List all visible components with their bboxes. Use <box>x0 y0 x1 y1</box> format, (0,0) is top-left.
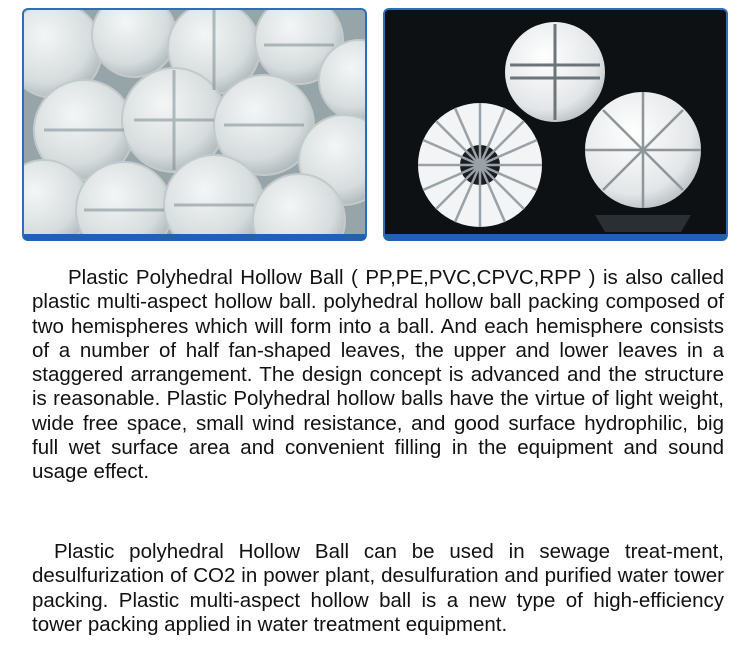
description-paragraph-2: Plastic polyhedral Hollow Ball can be used in sewage treat-ment, desulfurization of CO2 in power plant, desulfuration and purified water tower packing. Plastic multi-aspect hollow ball is a new type of high-efficiency tower packing applied in water treatment equipment. <box>32 540 724 636</box>
product-photo-closeup <box>383 8 728 241</box>
description-paragraph-1: Plastic Polyhedral Hollow Ball ( PP,PE,PVC,CPVC,RPP ) is also called plastic multi-aspect hollow ball. polyhedral hollow ball packing composed of two hemispheres which will form into a ball. And each hemisphere consists of a number of half fan-shaped leaves, the upper and lower leaves in a staggered arrangement. The design concept is advanced and the structure is reasonable. Plastic Polyhedral hollow balls have the virtue of light weight, wide free space, small wind resistance, and good surface hydrophilic, big full wet surface area and convenient filling in the equipment and sound usage effect. <box>32 266 724 484</box>
hollow-balls-closeup-icon <box>385 10 726 234</box>
product-photo-pile <box>22 8 367 241</box>
hollow-balls-pile-icon <box>24 10 365 234</box>
